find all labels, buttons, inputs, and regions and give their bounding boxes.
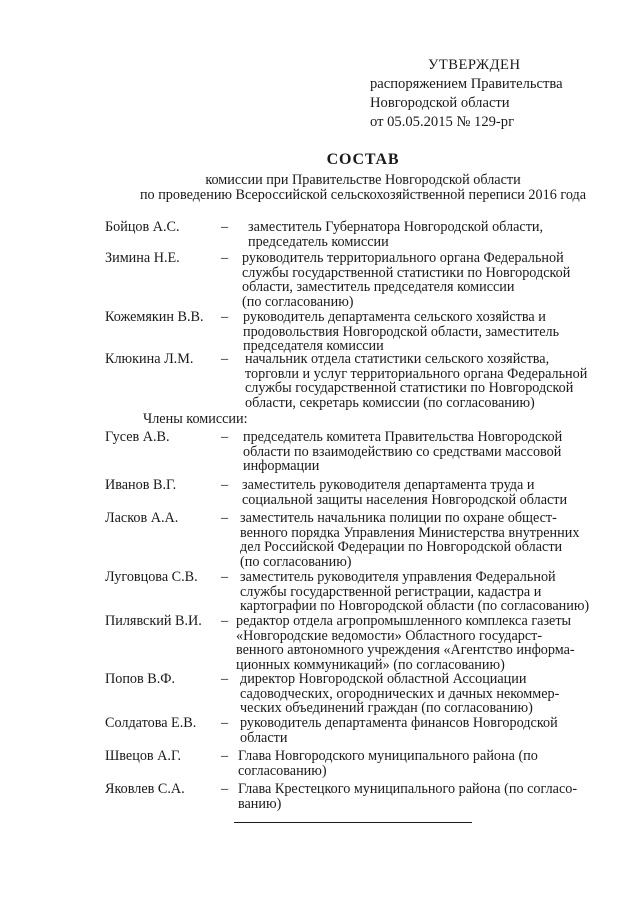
member-role: заместитель руководителя управления Федеральной службы государственной регистрации, кадастра и картографии по Новгородской области (по согласованию): [240, 569, 590, 614]
document-title: СОСТАВ: [326, 151, 400, 168]
dash-separator: –: [221, 671, 229, 687]
member-role: Глава Новгородского муниципального района (по согласованию): [238, 748, 538, 779]
dash-separator: –: [221, 613, 229, 629]
members-heading: Члены комиссии:: [143, 411, 248, 427]
member-role: руководитель департамента финансов Новгородской области: [240, 715, 558, 746]
dash-separator: –: [221, 510, 229, 526]
subtitle-line: по проведению Всероссийской сельскохозяйственной переписи 2016 года: [139, 186, 587, 203]
member-role: руководитель территориального органа Федеральной службы государственной статистики по Новгородской области, заместитель председателя комиссии (по согласованию): [242, 250, 571, 310]
member-name: Попов В.Ф.: [105, 671, 176, 687]
member-name: Гусев А.В.: [105, 429, 170, 445]
dash-separator: –: [221, 715, 229, 731]
approval-date-line: от 05.05.2015 № 129-рг: [370, 114, 515, 130]
dash-separator: –: [221, 250, 229, 266]
member-role: заместитель руководителя департамента труда и социальной защиты населения Новгородской области: [242, 477, 568, 508]
member-role: заместитель Губернатора Новгородской области, председатель комиссии: [248, 219, 544, 250]
member-role: заместитель начальника полиции по охране общест- венного порядка Управления Министерства внутренних дел Российской Федерации по Новгородской области (по согласованию): [240, 510, 580, 570]
member-name: Солдатова Е.В.: [105, 715, 197, 731]
dash-separator: –: [221, 351, 229, 367]
member-name: Луговцова С.В.: [105, 569, 198, 585]
member-role: руководитель департамента сельского хозяйства и продовольствия Новгородской области, заместитель председателя комиссии: [243, 309, 560, 354]
dash-separator: –: [221, 219, 229, 235]
member-role: редактор отдела агропромышленного комплекса газеты «Новгородские ведомости» Областного государст- венного автономного учреждения «Агентство информа- ционных коммуникаций» (по согласованию): [236, 613, 575, 673]
dash-separator: –: [221, 781, 229, 797]
dash-separator: –: [221, 477, 229, 493]
dash-separator: –: [221, 309, 229, 325]
dash-separator: –: [221, 429, 229, 445]
member-name: Яковлев С.А.: [105, 781, 185, 797]
approval-line: Новгородской области: [370, 95, 510, 111]
member-role: Глава Крестецкого муниципального района (по согласо- ванию): [238, 781, 578, 812]
member-name: Бойцов А.С.: [105, 219, 180, 235]
member-role: председатель комитета Правительства Новгородской области по взаимодействию со средствами массовой информации: [243, 429, 563, 474]
member-role: начальник отдела статистики сельского хозяйства, торговли и услуг территориального органа Федеральной службы государственной статистики по Новгородской области, секретарь комиссии (по согласованию): [245, 351, 588, 411]
subtitle-line: комиссии при Правительстве Новгородской области: [205, 172, 521, 188]
member-name: Клюкина Л.М.: [105, 351, 194, 367]
dash-separator: –: [221, 748, 229, 764]
member-name: Швецов А.Г.: [105, 748, 182, 764]
dash-separator: –: [221, 569, 229, 585]
member-name: Зимина Н.Е.: [105, 250, 180, 266]
approval-heading: УТВЕРЖДЕН: [428, 57, 521, 73]
member-name: Кожемякин В.В.: [105, 309, 204, 325]
member-name: Ласков А.А.: [105, 510, 179, 526]
member-name: Иванов В.Г.: [105, 477, 177, 493]
member-name: Пилявский В.И.: [105, 613, 202, 629]
closing-rule: [234, 822, 472, 823]
approval-line: распоряжением Правительства: [370, 76, 563, 92]
member-role: директор Новгородской областной Ассоциации садоводческих, огороднических и дачных некоммер- ческих объединений граждан (по согласованию): [240, 671, 560, 716]
